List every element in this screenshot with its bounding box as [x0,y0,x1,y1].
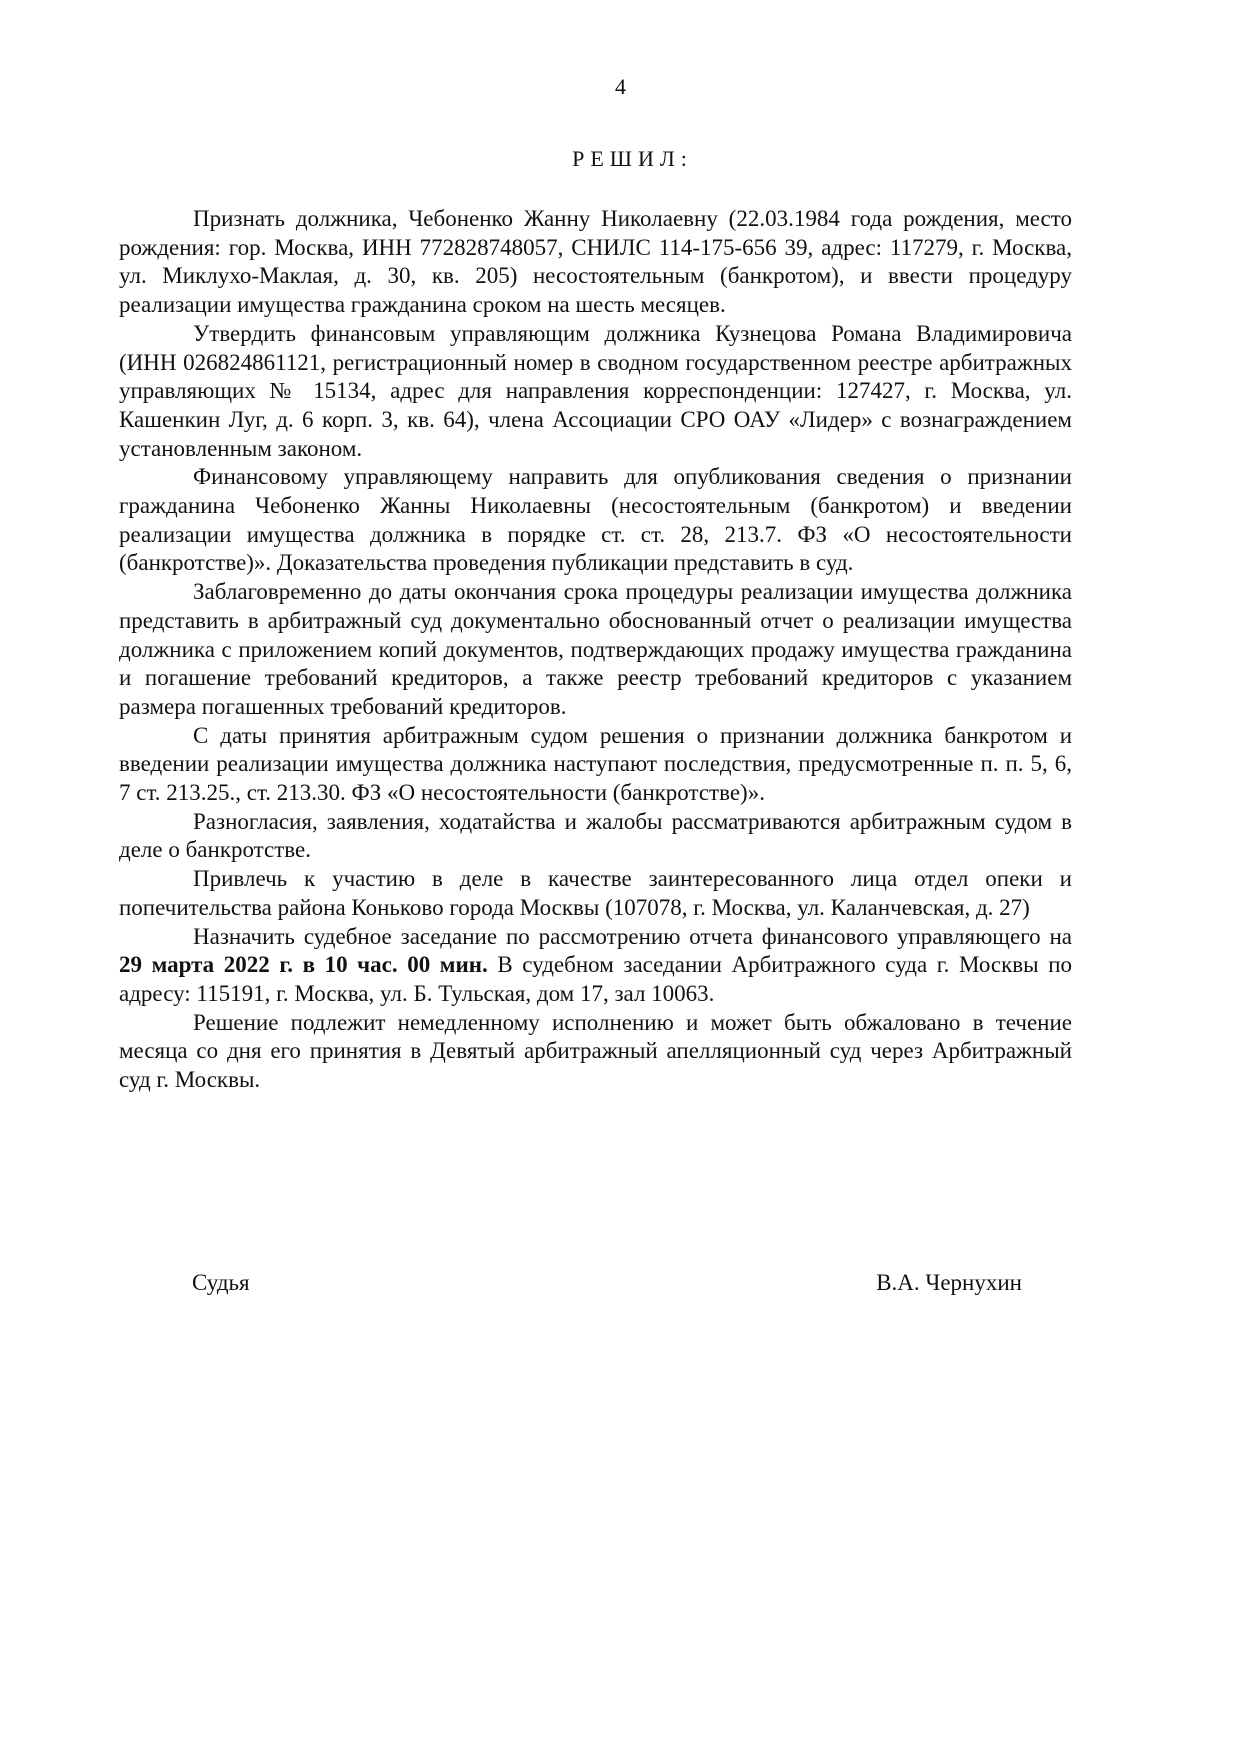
paragraph-declare-bankrupt: Признать должника, Чебоненко Жанну Николаевну (22.03.1984 года рождения, место рождения: гор. Москва, ИНН 772828748057, СНИЛС 114-175-656 39, адрес: 117279, г. Москва, ул. Миклухо-Маклая, д. 30, кв. 205) несостоятельным (банкротом), и ввести процедуру реализации имущества гражданина сроком на шесть месяцев. [119,206,1072,318]
paragraph-report: Заблаговременно до даты окончания срока процедуры реализации имущества должника представить в арбитражный суд документально обоснованный отчет о реализации имущества должника с приложением копий документов, подтверждающих продажу имущества гражданина и погашение требований кредиторов, а также реестр требований кредиторов с указанием размера погашенных требований кредиторов. [119,579,1072,719]
paragraph-consequences: С даты принятия арбитражным судом решения о признании должника банкротом и введении реализации имущества должника наступают последствия, предусмотренные п. п. 5, 6, 7 ст. 213.25., ст. 213.30. ФЗ «О несостоятельности (банкротстве)». [119,722,1072,806]
hearing-text-after: В судебном заседании Арбитражного суда г. Москвы по адресу: 115191, г. Москва, ул. Б. Тульская, дом 17, зал 10063. [119,952,1073,1006]
judge-name: В.А. Чернухин [876,1270,1022,1295]
signature-block [192,1270,1022,1296]
hearing-date: 29 марта 2022 г. в 10 час. 00 мин. [119,952,488,978]
paragraph-hearing [119,923,1072,1009]
hearing-text-before: Назначить судебное заседание по рассмотрению отчета финансового управляющего на [193,923,1072,949]
decision-heading: РЕШИЛ: [572,146,693,171]
decision-body [119,205,1072,1095]
judge-title: Судья [192,1270,250,1295]
page-number: 4 [615,74,626,99]
paragraph-appoint-manager: Утвердить финансовым управляющим должника Кузнецова Романа Владимировича (ИНН 026824861121, регистрационный номер в сводном государственном реестре арбитражных управляющих № 15134, адрес для направления корреспонденции: 127427, г. Москва, ул. Кашенкин Луг, д. 6 корп. 3, кв. 64), члена Ассоциации СРО ОАУ «Лидер» с вознаграждением установленным законом. [119,320,1072,461]
paragraph-publication: Финансовому управляющему направить для опубликования сведения о признании гражданина Чебоненко Жанны Николаевны (несостоятельным (банкротом) и введении реализации имущества должника в порядке ст. ст. 28, 213.7. ФЗ «О несостоятельности (банкротстве)». Доказательства проведения публикации представить в суд. [119,464,1072,576]
paragraph-disputes: Разногласия, заявления, ходатайства и жалобы рассматриваются арбитражным судом в деле о банкротстве. [119,808,1072,863]
paragraph-involve-party: Привлечь к участию в деле в качестве заинтересованного лица отдел опеки и попечительства района Коньково города Москвы (107078, г. Москва, ул. Каланчевская, д. 27) [119,866,1072,920]
paragraph-appeal: Решение подлежит немедленному исполнению и может быть обжаловано в течение месяца со дня его принятия в Девятый арбитражный апелляционный суд через Арбитражный суд г. Москвы. [119,1009,1072,1093]
